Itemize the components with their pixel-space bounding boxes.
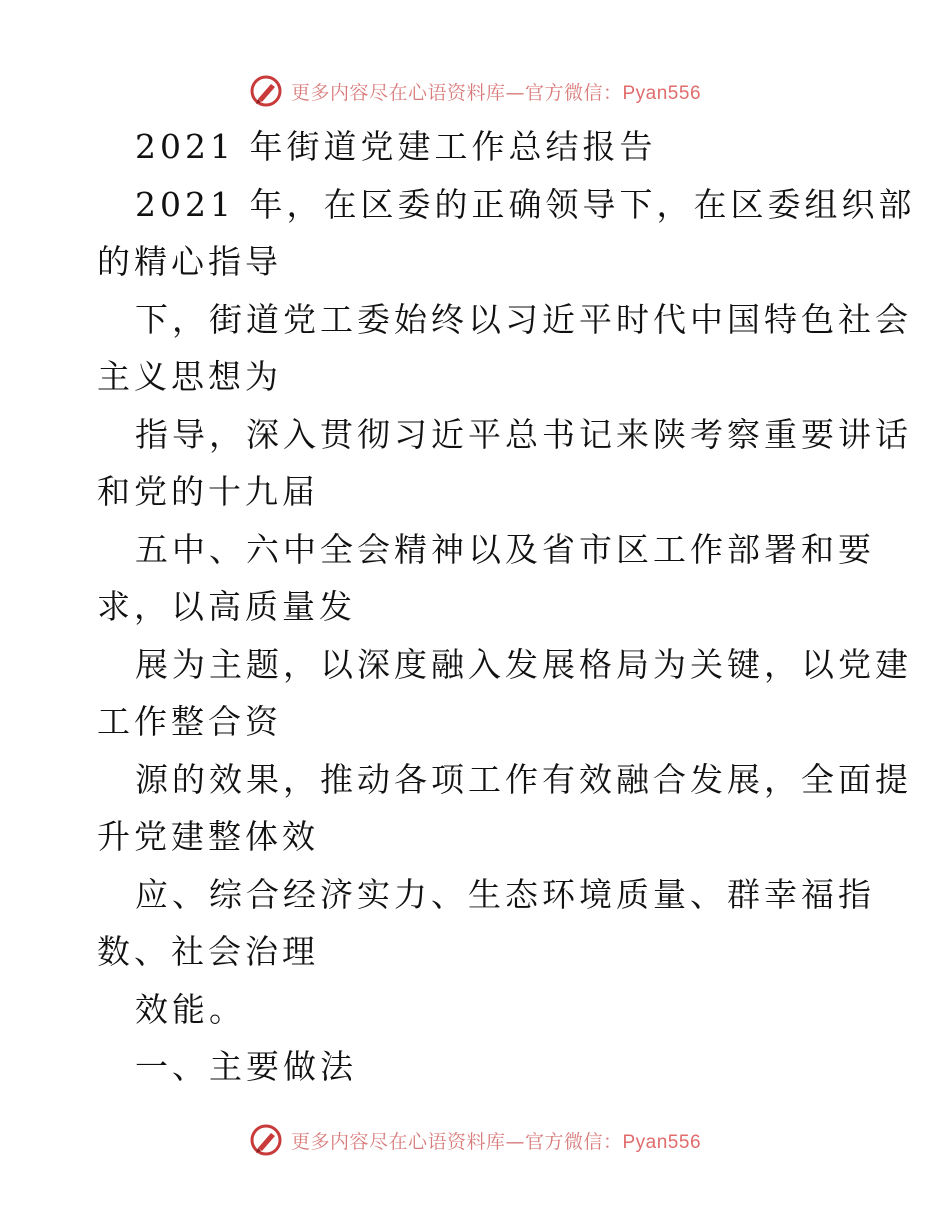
paragraph-line: 和党的十九届	[97, 472, 319, 511]
paragraph-line: 主义思想为	[97, 357, 282, 396]
paragraph-line: 2021 年，在区委的正确领导下，在区委组织部	[135, 184, 916, 224]
pen-logo-icon	[249, 74, 283, 108]
paragraph-line: 工作整合资	[97, 702, 282, 741]
paragraph-line: 展为主题，以深度融入发展格局为关键，以党建	[135, 644, 912, 684]
paragraph-line: 一、主要做法	[135, 1047, 357, 1086]
document-body	[97, 118, 916, 1096]
paragraph-line: 下，街道党工委始终以习近平时代中国特色社会	[135, 299, 912, 339]
paragraph-line: 效能。	[135, 989, 246, 1029]
paragraph-line: 求，以高质量发	[97, 587, 356, 626]
paragraph-line: 源的效果，推动各项工作有效融合发展，全面提	[135, 759, 912, 799]
watermark-account: Pyan556	[622, 82, 702, 104]
paragraph-line: 应、综合经济实力、生态环境质量、群幸福指	[135, 874, 875, 914]
watermark-text: 更多内容尽在心语资料库—官方微信：Pyan556	[290, 1130, 702, 1153]
watermark-account: Pyan556	[622, 1131, 702, 1153]
paragraph-line: 数、社会治理	[97, 932, 319, 971]
paragraph-line: 指导，深入贯彻习近平总书记来陕考察重要讲话	[135, 414, 912, 454]
paragraph-line: 升党建整体效	[97, 817, 319, 856]
watermark-text: 更多内容尽在心语资料库—官方微信：Pyan556	[290, 81, 702, 104]
footer-watermark	[0, 1120, 950, 1160]
paragraph-line: 2021 年街道党建工作总结报告	[135, 127, 657, 166]
pen-logo-icon	[249, 1123, 283, 1157]
paragraph-line: 的精心指导	[97, 242, 282, 281]
paragraph-line: 五中、六中全会精神以及省市区工作部署和要	[135, 529, 875, 569]
header-watermark	[0, 71, 950, 111]
